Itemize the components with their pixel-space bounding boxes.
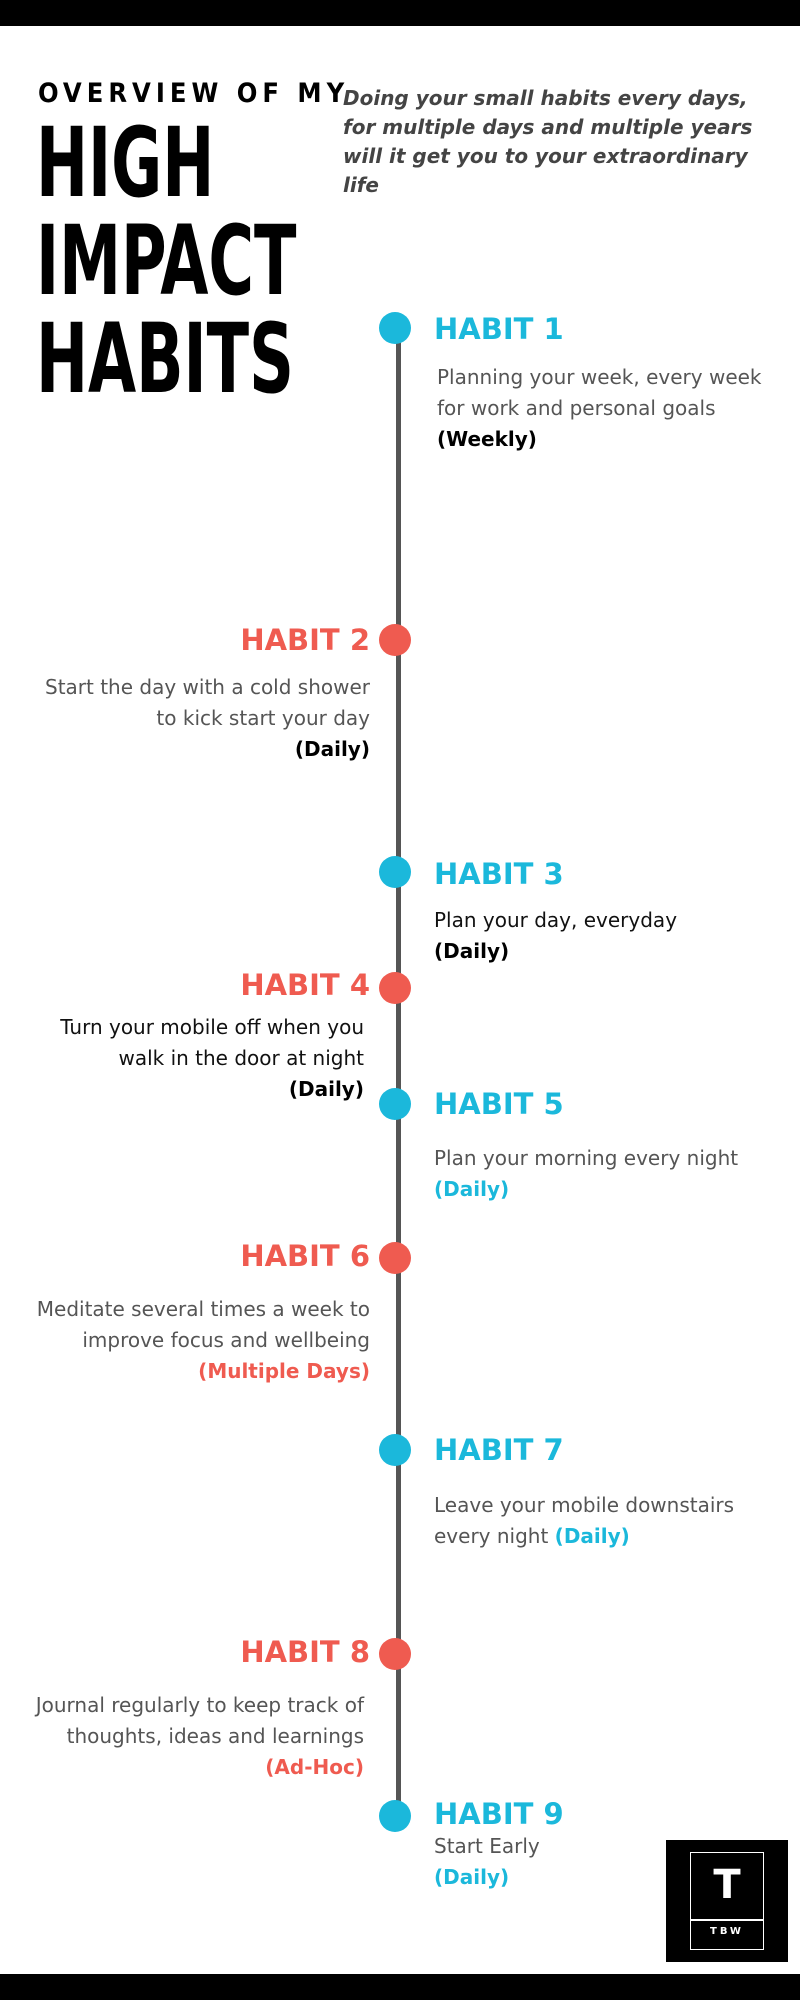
habit-5-frequency: (Daily) bbox=[434, 1177, 510, 1201]
habit-1-description bbox=[437, 362, 762, 455]
habit-7-desc-line-2 bbox=[434, 1521, 734, 1552]
habit-8-frequency: (Ad-Hoc) bbox=[265, 1755, 364, 1779]
habit-6-frequency: (Multiple Days) bbox=[198, 1359, 370, 1383]
habit-2-desc-line-2: to kick start your day bbox=[156, 706, 370, 730]
habit-4-title: HABIT 4 bbox=[240, 968, 370, 1002]
bottom-bar bbox=[0, 1974, 800, 2000]
habit-9-frequency: (Daily) bbox=[434, 1865, 510, 1889]
habit-4-dot bbox=[379, 972, 411, 1004]
habit-1-dot bbox=[379, 312, 411, 344]
habit-9-title: HABIT 9 bbox=[434, 1797, 564, 1831]
logo-letter: T bbox=[713, 1862, 741, 1908]
habit-6-dot bbox=[379, 1242, 411, 1274]
habit-5-desc-line-1: Plan your morning every night bbox=[434, 1146, 739, 1170]
habit-1-title: HABIT 1 bbox=[434, 312, 564, 346]
top-bar bbox=[0, 0, 800, 26]
habit-6-desc-line-2: improve focus and wellbeing bbox=[82, 1328, 370, 1352]
habit-4-desc-line-2: walk in the door at night bbox=[118, 1046, 364, 1070]
habit-7-frequency: (Daily) bbox=[554, 1524, 630, 1548]
habit-6-title: HABIT 6 bbox=[240, 1239, 370, 1273]
habit-3-frequency: (Daily) bbox=[434, 939, 510, 963]
habit-2-frequency: (Daily) bbox=[294, 737, 370, 761]
habit-1-frequency: (Weekly) bbox=[437, 427, 537, 451]
habit-5-description bbox=[434, 1143, 738, 1205]
habit-5-dot bbox=[379, 1088, 411, 1120]
habit-7-desc-line-1: Leave your mobile downstairs bbox=[434, 1493, 735, 1517]
habit-6-desc-line-1: Meditate several times a week to bbox=[36, 1297, 370, 1321]
habit-3-desc-line-1: Plan your day, everyday bbox=[434, 908, 678, 932]
habit-2-title: HABIT 2 bbox=[240, 623, 370, 657]
habit-6-description bbox=[37, 1294, 370, 1387]
timeline-line bbox=[396, 328, 401, 1816]
habit-7-dot bbox=[379, 1434, 411, 1466]
habit-4-desc-line-1: Turn your mobile off when you bbox=[60, 1015, 364, 1039]
habit-5-title: HABIT 5 bbox=[434, 1087, 564, 1121]
title-line-1: HIGH bbox=[36, 107, 215, 219]
habit-3-title: HABIT 3 bbox=[434, 857, 564, 891]
habit-3-description bbox=[434, 905, 677, 967]
habit-4-description bbox=[60, 1012, 364, 1105]
habit-3-dot bbox=[379, 856, 411, 888]
habit-9-dot bbox=[379, 1800, 411, 1832]
habit-4-frequency: (Daily) bbox=[288, 1077, 364, 1101]
logo-text: TBW bbox=[710, 1926, 744, 1937]
title-line-2: IMPACT bbox=[36, 205, 297, 317]
logo-divider bbox=[691, 1919, 763, 1921]
habit-1-desc-line-1: Planning your week, every week bbox=[437, 365, 762, 389]
habit-8-desc-line-2: thoughts, ideas and learnings bbox=[66, 1724, 364, 1748]
habit-7-desc-line-2-text: every night bbox=[434, 1524, 549, 1548]
habit-2-dot bbox=[379, 624, 411, 656]
overview-label: OVERVIEW OF MY bbox=[38, 78, 350, 109]
habit-8-desc-line-1: Journal regularly to keep track of bbox=[35, 1693, 364, 1717]
habit-8-title: HABIT 8 bbox=[240, 1635, 370, 1669]
habit-8-dot bbox=[379, 1638, 411, 1670]
habit-8-description bbox=[36, 1690, 364, 1783]
habit-7-description bbox=[434, 1490, 734, 1552]
habit-2-desc-line-1: Start the day with a cold shower bbox=[45, 675, 370, 699]
logo-frame bbox=[690, 1852, 764, 1950]
habit-2-description bbox=[45, 672, 370, 765]
intro-text: Doing your small habits every days, for multiple days and multiple years will it get you to your extraordinary life bbox=[343, 86, 753, 197]
title-line-3: HABITS bbox=[36, 303, 294, 415]
habit-1-desc-line-2: for work and personal goals bbox=[437, 396, 716, 420]
habit-9-description bbox=[434, 1831, 540, 1893]
habit-7-title: HABIT 7 bbox=[434, 1433, 564, 1467]
brand-logo bbox=[666, 1840, 788, 1962]
habit-9-desc-line-1: Start Early bbox=[434, 1834, 540, 1858]
